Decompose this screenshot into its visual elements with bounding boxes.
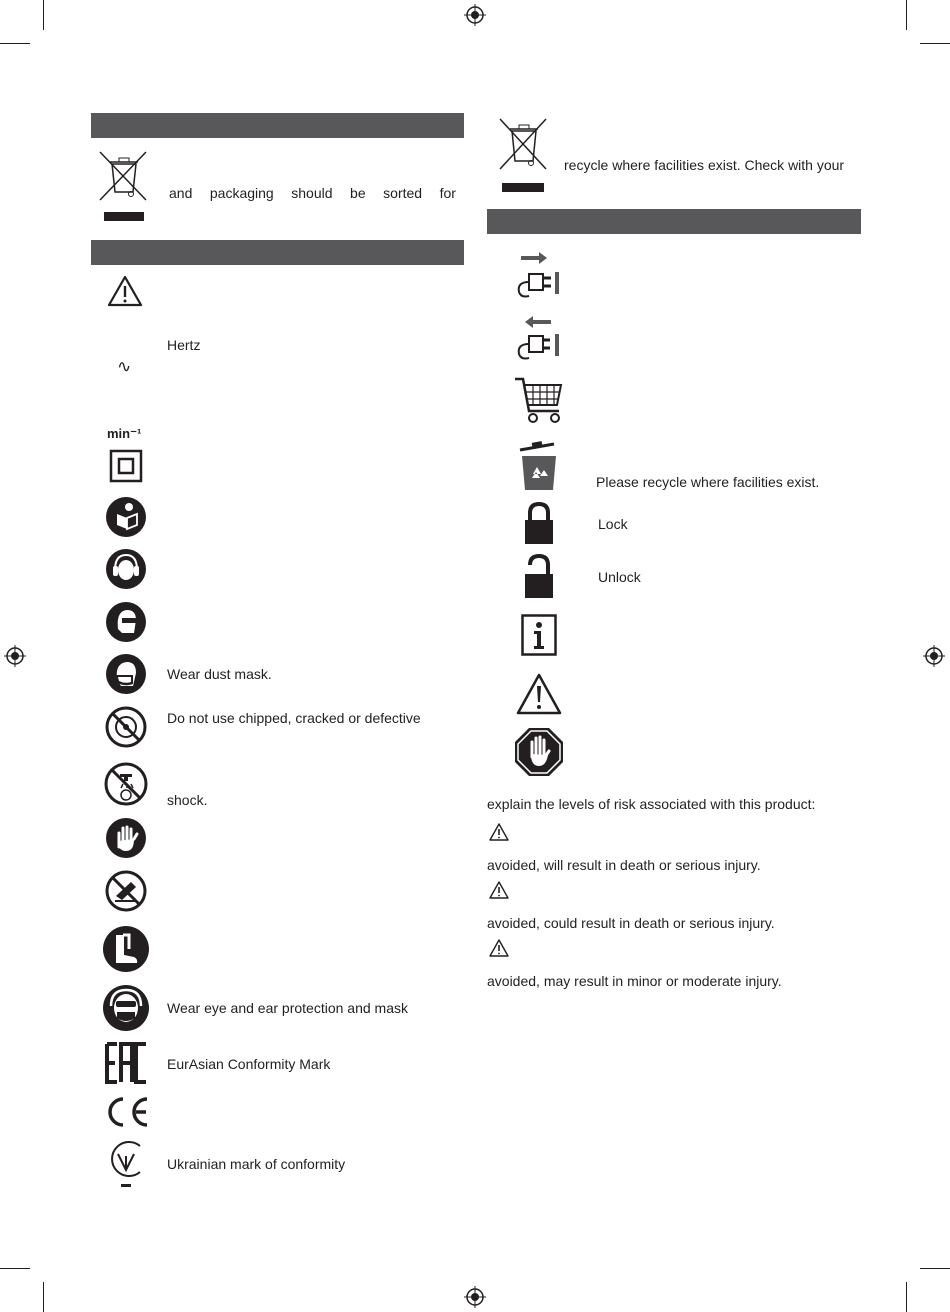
dust-mask-label: Wear dust mask. — [167, 666, 272, 682]
weee-word: for — [439, 185, 456, 201]
eye-ear-mask-label: Wear eye and ear protection and mask — [167, 1000, 408, 1016]
crop-mark — [906, 1282, 907, 1312]
cart-icon — [513, 375, 565, 427]
recycle-label: Please recycle where facilities exist. — [596, 474, 820, 490]
no-defective-disc-icon — [105, 705, 147, 749]
registration-mark-icon — [923, 645, 945, 667]
stop-hand-icon — [514, 727, 564, 777]
ce-mark-icon — [103, 1096, 151, 1128]
chipped-label: Do not use chipped, cracked or defective — [167, 710, 421, 726]
gloves-icon — [105, 817, 147, 859]
hertz-label: Hertz — [167, 337, 201, 353]
crop-mark — [920, 43, 950, 44]
risk-level-text: avoided, will result in death or serious injury. — [487, 857, 761, 873]
weee-bin-icon — [498, 117, 550, 195]
class-ii-icon — [109, 449, 143, 483]
risk-intro: explain the levels of risk associated with this product: — [487, 796, 816, 812]
risk-level-text: avoided, may result in minor or moderate injury. — [487, 973, 782, 989]
crop-mark — [0, 1268, 30, 1269]
read-manual-icon — [105, 496, 147, 538]
ukr-label: Ukrainian mark of conformity — [167, 1156, 346, 1172]
crop-mark — [906, 0, 907, 30]
crop-mark — [43, 0, 44, 30]
recycle-bin-icon — [518, 440, 560, 492]
shock-label: shock. — [167, 792, 208, 808]
warning-icon — [515, 672, 563, 716]
weee-word: packaging — [209, 185, 274, 201]
weee-word: and — [169, 185, 193, 201]
weee-text — [169, 185, 456, 202]
eac-label: EurAsian Conformity Mark — [167, 1056, 331, 1072]
eye-ear-mask-icon — [102, 984, 150, 1032]
risk-level-text: avoided, could result in death or serious injury. — [487, 915, 775, 931]
weee-bin-icon — [98, 150, 150, 224]
lock-label: Lock — [598, 516, 628, 532]
unlock-icon — [524, 553, 554, 599]
eye-protection-icon — [105, 601, 147, 643]
registration-mark-icon — [464, 1286, 486, 1308]
weee-word: be — [350, 185, 366, 201]
unlock-label: Unlock — [598, 569, 641, 585]
plug-in-icon — [513, 250, 563, 300]
warning-icon — [488, 880, 510, 900]
warning-icon — [488, 938, 510, 958]
plug-out-icon — [513, 312, 563, 364]
weee-word: should — [291, 185, 333, 201]
warning-icon — [488, 822, 510, 842]
safety-boots-icon — [102, 925, 150, 973]
crop-mark — [43, 1282, 44, 1312]
dust-mask-icon — [105, 653, 147, 695]
weee-word: sorted — [383, 185, 423, 201]
section-bar-symbols — [91, 240, 464, 265]
weee-recycle-text: recycle where facilities exist. Check with your — [564, 157, 845, 173]
registration-mark-icon — [4, 645, 26, 667]
eac-mark-icon — [105, 1042, 149, 1084]
warning-icon — [106, 274, 144, 308]
ukr-mark-icon — [106, 1138, 146, 1190]
section-bar-product-symbols — [487, 209, 861, 234]
no-hand-icon — [105, 870, 147, 912]
min-label: min⁻¹ — [107, 426, 142, 441]
ac-current-icon: ∿ — [117, 357, 132, 376]
ear-protection-icon — [105, 548, 147, 590]
info-icon — [521, 614, 557, 656]
crop-mark — [0, 43, 30, 44]
lock-icon — [524, 501, 554, 545]
crop-mark — [920, 1268, 950, 1269]
section-bar-environmental — [91, 113, 464, 138]
registration-mark-icon — [464, 4, 486, 26]
no-water-icon — [104, 762, 148, 806]
